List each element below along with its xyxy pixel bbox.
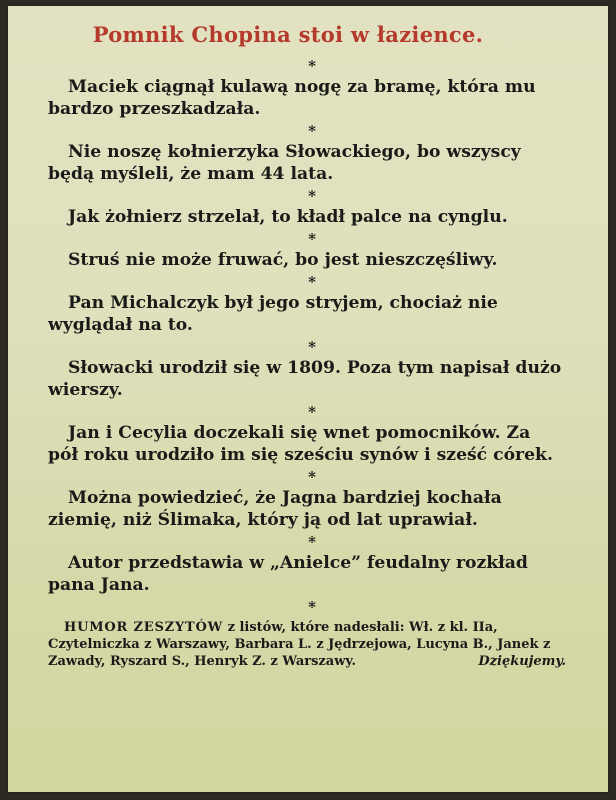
joke-item: Jak żołnierz strzelał, to kładł palce na cynglu. xyxy=(68,207,508,227)
separator-star: * xyxy=(308,598,316,616)
joke-item: Maciek ciągnął kulawą nogę za bramę, która mu bardzo przeszkadzała. xyxy=(48,77,536,119)
separator-star: * xyxy=(308,230,316,248)
joke-item: Słowacki urodził się w 1809. Poza tym napisał dużo wierszy. xyxy=(48,358,562,400)
joke-item: Można powiedzieć, że Jagna bardziej kochała ziemię, niż Ślimaka, który ją od lat uprawiał. xyxy=(48,488,502,530)
joke-item: Struś nie może fruwać, bo jest nieszczęśliwy. xyxy=(68,250,498,270)
joke-item: Nie noszę kołnierzyka Słowackiego, bo wszyscy będą myśleli, że mam 44 lata. xyxy=(48,142,521,184)
jokes-column xyxy=(48,58,566,670)
separator-star: * xyxy=(308,403,316,421)
article-title: Pomnik Chopina stoi w łazience. xyxy=(92,22,484,47)
separator-star: * xyxy=(308,338,316,356)
joke-item: Pan Michalczyk był jego stryjem, chociaż nie wyglądał na to. xyxy=(48,293,498,335)
credits-heading: HUMOR ZESZYTÓW xyxy=(64,620,224,635)
credits-thanks: Dziękujemy. xyxy=(478,654,566,669)
credits-paragraph xyxy=(48,619,566,670)
joke-item: Jan i Cecylia doczekali się wnet pomocników. Za pół roku urodziło im się sześciu synów i sześć córek. xyxy=(48,423,553,465)
joke-item: Autor przedstawia w „Anielce” feudalny rozkład pana Jana. xyxy=(48,553,528,595)
credits-text: z listów, które nadesłali: Wł. z kl. IIa, Czytelniczka z Warszawy, Barbara L. z Jędrzejowa, Lucyna B., Janek z Zawady, Ryszard S., Henryk Z. z Warszawy. xyxy=(48,620,551,669)
separator-star: * xyxy=(308,273,316,291)
newspaper-clipping xyxy=(8,6,608,792)
separator-star: * xyxy=(308,57,316,75)
separator-star: * xyxy=(308,533,316,551)
separator-star: * xyxy=(308,122,316,140)
separator-star: * xyxy=(308,468,316,486)
separator-star: * xyxy=(308,187,316,205)
